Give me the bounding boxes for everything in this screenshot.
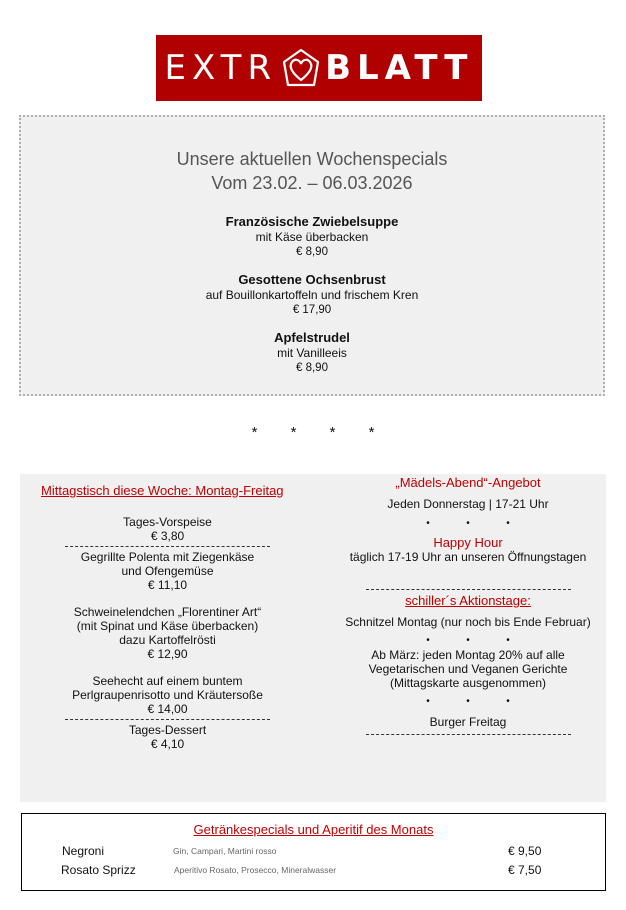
lunch-item — [20, 605, 315, 661]
lunch-item-line: Seehecht auf einem buntem — [92, 674, 243, 688]
lunch-item-price: € 4,10 — [150, 737, 185, 751]
dot-divider — [330, 693, 606, 709]
drink-desc: Aperitivo Rosato, Prosecco, Mineralwasser — [174, 865, 337, 875]
dot: • — [466, 696, 470, 707]
promotions-column — [330, 474, 606, 735]
lunch-item — [20, 723, 315, 751]
aktion-burger: Burger Freitag — [429, 715, 507, 729]
dish-price: € 17,90 — [292, 304, 332, 316]
maedels-text: Jeden Donnerstag | 17-21 Uhr — [387, 497, 549, 511]
lunch-item-line: Tages-Vorspeise — [123, 515, 212, 529]
dish-price: € 8,90 — [296, 246, 328, 258]
lunch-item-line: (mit Spinat und Käse überbacken) — [76, 619, 259, 633]
dot: • — [466, 518, 470, 529]
drink-price: € 7,50 — [508, 863, 542, 877]
drink-row — [22, 844, 605, 860]
lunch-item-price: € 11,10 — [147, 578, 188, 592]
dot-divider — [330, 515, 606, 531]
dot: • — [426, 696, 430, 707]
dot-divider — [330, 632, 606, 648]
aktion-line: Ab März: jeden Montag 20% auf alle — [371, 648, 565, 662]
drink-desc: Gin, Campari, Martini rosso — [173, 846, 277, 856]
maedels-title: „Mädels-Abend“-Angebot — [395, 475, 541, 490]
weekly-dish — [21, 272, 603, 318]
logo-text-left: EXTR — [164, 48, 278, 88]
lunch-item-line: Tages-Dessert — [128, 723, 207, 737]
dot: • — [426, 518, 430, 529]
lunch-item — [20, 674, 315, 716]
aktionstage-title: schiller´s Aktionstage: — [405, 593, 531, 608]
happy-hour-title: Happy Hour — [433, 535, 503, 550]
drink-name: Negroni — [62, 844, 105, 858]
extrablatt-logo — [156, 35, 482, 101]
aktion-maerz — [330, 648, 606, 690]
drinks-heading: Getränkespecials und Aperitif des Monats — [193, 822, 434, 837]
lunch-item-price: € 14,00 — [147, 702, 188, 716]
lunch-column — [20, 474, 315, 751]
offers-panel — [20, 474, 606, 802]
lunch-item — [20, 550, 315, 592]
weekly-dates: Vom 23.02. – 06.03.2026 — [211, 173, 413, 193]
weekly-dish — [21, 330, 603, 376]
star: * — [329, 424, 336, 441]
star: * — [368, 424, 375, 441]
star-divider — [0, 424, 626, 441]
weekly-specials-box — [19, 115, 605, 396]
lunch-item-line: Perlgraupenrisotto und Kräutersoße — [72, 688, 263, 702]
dot: • — [506, 696, 510, 707]
dashed-separator — [366, 734, 571, 735]
lunch-item-line: Schweinelendchen „Florentiner Art“ — [73, 605, 262, 619]
aktion-line: Vegetarischen und Veganen Gerichte — [368, 662, 568, 676]
happy-hour-text: täglich 17-19 Uhr an unseren Öffnungstagen — [349, 550, 587, 564]
star: * — [290, 424, 297, 441]
dashed-separator — [366, 589, 571, 590]
drink-price: € 9,50 — [508, 844, 542, 858]
aktion-line: (Mittagskarte ausgenommen) — [389, 676, 547, 690]
lunch-heading: Mittagstisch diese Woche: Montag-Freitag — [41, 483, 284, 498]
drink-name: Rosato Sprizz — [61, 863, 136, 877]
dish-desc: mit Käse überbacken — [255, 230, 369, 244]
aktion-schnitzel: Schnitzel Montag (nur noch bis Ende Februar) — [345, 615, 591, 629]
dot: • — [466, 635, 470, 646]
lunch-item-line: und Ofengemüse — [121, 564, 214, 578]
heart-house-icon — [281, 47, 321, 89]
lunch-item — [20, 515, 315, 543]
dish-desc: mit Vanilleeis — [277, 346, 347, 360]
logo-text-right: BLATT — [325, 48, 474, 88]
drinks-box — [21, 813, 606, 891]
dish-name: Gesottene Ochsenbrust — [238, 272, 386, 287]
dot: • — [426, 635, 430, 646]
drink-row — [22, 863, 605, 879]
lunch-item-price: € 3,80 — [150, 529, 185, 543]
dish-desc: auf Bouillonkartoffeln und frischem Kren — [205, 288, 419, 302]
dish-price: € 8,90 — [296, 362, 328, 374]
weekly-dish — [21, 214, 603, 260]
dot: • — [506, 518, 510, 529]
dashed-separator — [65, 546, 270, 547]
weekly-title: Unsere aktuellen Wochenspecials — [176, 149, 448, 169]
lunch-item-line: dazu Kartoffelrösti — [119, 633, 216, 647]
lunch-item-price: € 12,90 — [147, 647, 188, 661]
dish-name: Französische Zwiebelsuppe — [225, 214, 399, 229]
lunch-item-line: Gegrillte Polenta mit Ziegenkäse — [80, 550, 255, 564]
star: * — [251, 424, 258, 441]
dish-name: Apfelstrudel — [274, 330, 350, 345]
dot: • — [506, 635, 510, 646]
dashed-separator — [65, 719, 270, 720]
